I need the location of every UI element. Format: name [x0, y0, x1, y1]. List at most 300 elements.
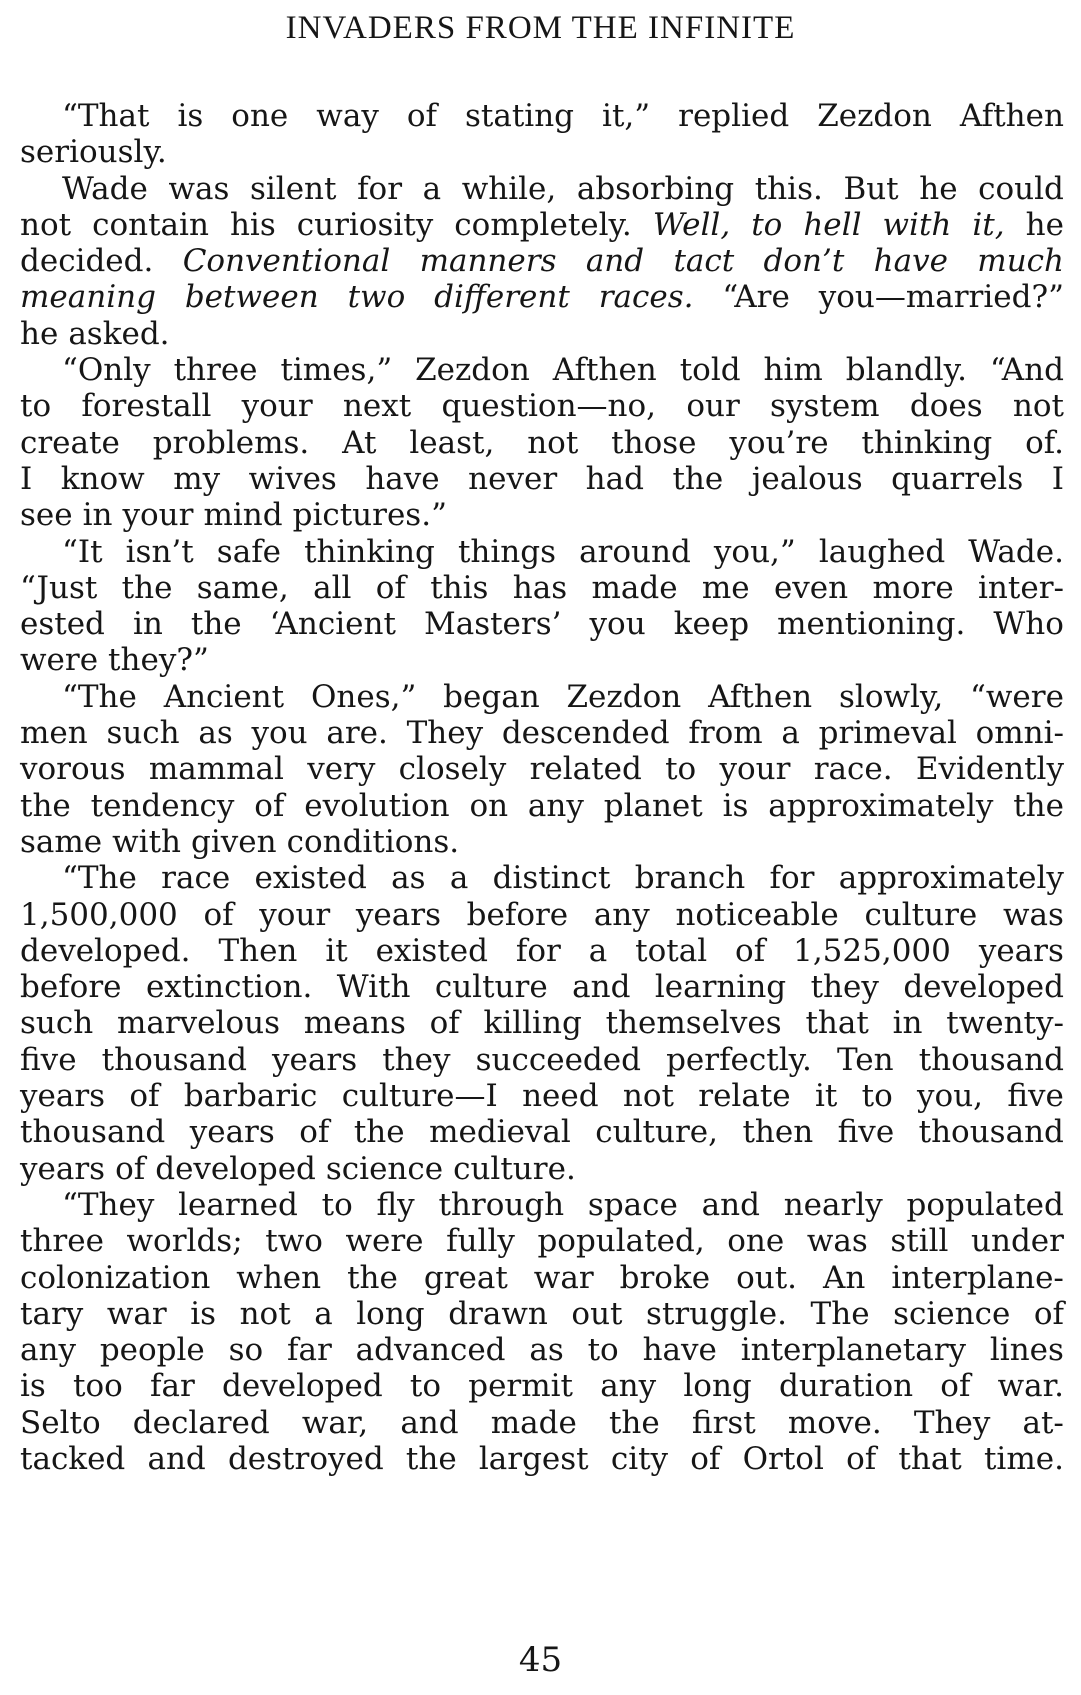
- word: were: [20, 642, 99, 679]
- word: years: [355, 896, 441, 933]
- word: to: [665, 751, 697, 788]
- word: that: [898, 1440, 962, 1477]
- word: completely.: [454, 206, 632, 243]
- word: was: [1002, 896, 1064, 933]
- word: existed: [254, 860, 367, 897]
- word: “The: [62, 860, 137, 897]
- text-line: [20, 788, 1064, 824]
- word: asked.: [68, 315, 170, 352]
- text-line: [20, 243, 1064, 279]
- word: related: [529, 751, 642, 788]
- word: the: [608, 1404, 660, 1441]
- italic-word: with: [882, 206, 952, 243]
- word: very: [307, 751, 376, 788]
- word: was: [168, 170, 230, 207]
- word: mammal: [148, 751, 284, 788]
- word: it: [814, 1078, 838, 1115]
- word: “Are: [722, 279, 790, 316]
- word: in: [132, 606, 163, 643]
- word: years: [20, 1150, 106, 1187]
- word: “And: [989, 352, 1064, 389]
- word: move.: [787, 1404, 882, 1441]
- word: need: [522, 1078, 599, 1115]
- word: duration: [778, 1368, 914, 1405]
- word: relate: [698, 1078, 791, 1115]
- word: not: [1012, 388, 1064, 425]
- word: Afthen: [959, 98, 1064, 134]
- word: barbaric: [183, 1078, 318, 1115]
- word: culture,: [595, 1114, 718, 1151]
- text-line: [20, 1223, 1064, 1259]
- word: from: [688, 715, 763, 752]
- word: before: [20, 969, 122, 1006]
- word: when: [236, 1259, 322, 1296]
- word: But: [843, 170, 899, 207]
- word: does: [909, 388, 983, 425]
- word: it,”: [602, 98, 651, 134]
- text-line: [20, 1332, 1064, 1368]
- word: is: [20, 1368, 46, 1405]
- word: war: [533, 1259, 594, 1296]
- word: approximately: [838, 860, 1064, 897]
- word: city: [610, 1440, 669, 1477]
- italic-word: manners: [419, 243, 557, 280]
- word: one: [727, 1223, 785, 1260]
- word: of: [406, 98, 437, 134]
- word: worlds;: [126, 1223, 243, 1260]
- word: still: [890, 1223, 949, 1260]
- running-head: INVADERS FROM THE INFINITE: [285, 10, 796, 46]
- word: you,”: [713, 533, 796, 570]
- word: of.: [1025, 424, 1064, 461]
- text-line: [20, 897, 1064, 933]
- word: far: [150, 1368, 195, 1405]
- word: next: [342, 388, 412, 425]
- word: “were: [970, 678, 1064, 715]
- word: way: [316, 98, 379, 134]
- word: the: [353, 1114, 405, 1151]
- text-line: [20, 1405, 1064, 1441]
- text-line: [20, 1114, 1064, 1150]
- word: approximately: [768, 787, 994, 824]
- word: tacked: [20, 1440, 126, 1477]
- word: your: [259, 896, 331, 933]
- word: war: [106, 1295, 167, 1332]
- word: great: [423, 1259, 508, 1296]
- word: system: [770, 388, 880, 425]
- word: far: [287, 1332, 332, 1369]
- word: ested: [20, 606, 105, 643]
- word: things: [457, 533, 557, 570]
- word: replied: [678, 98, 790, 134]
- word: to: [587, 1332, 619, 1369]
- text-line: [20, 134, 1064, 170]
- word: culture: [434, 969, 548, 1006]
- word: any: [600, 1368, 657, 1405]
- word: means: [303, 1005, 406, 1042]
- word: he: [919, 170, 958, 207]
- word: even: [773, 569, 849, 606]
- word: seriously.: [20, 134, 167, 171]
- word: question—no,: [441, 388, 657, 425]
- word: my: [173, 460, 221, 497]
- word: mind: [203, 497, 283, 534]
- word: to: [321, 1186, 353, 1223]
- word: twenty-: [946, 1005, 1064, 1042]
- text-line: [20, 1187, 1064, 1223]
- word: thousand: [101, 1041, 247, 1078]
- italic-word: different: [434, 279, 570, 316]
- word: Then: [218, 932, 298, 969]
- word: nearly: [783, 1186, 883, 1223]
- word: thinking: [861, 424, 993, 461]
- word: too: [73, 1368, 123, 1405]
- word: perfectly.: [666, 1041, 812, 1078]
- word: they: [382, 1041, 451, 1078]
- word: know: [60, 460, 145, 497]
- word: so: [228, 1332, 264, 1369]
- text-line: [20, 1042, 1064, 1078]
- word: interplane-: [891, 1259, 1064, 1296]
- word: blandly.: [845, 352, 967, 389]
- word: largest: [478, 1440, 589, 1477]
- word: distinct: [492, 860, 611, 897]
- word: developed: [903, 969, 1064, 1006]
- word: not: [527, 424, 579, 461]
- word: was: [806, 1223, 868, 1260]
- word: contain: [92, 206, 209, 243]
- word: same: [20, 823, 103, 860]
- word: colonization: [20, 1259, 211, 1296]
- word: time.: [983, 1440, 1064, 1477]
- word: such: [20, 1005, 94, 1042]
- word: stating: [465, 98, 575, 134]
- word: they?”: [108, 642, 209, 679]
- word: Zezdon: [566, 678, 682, 715]
- word: problems.: [152, 424, 310, 461]
- word: I: [1051, 460, 1064, 497]
- text-line: [20, 98, 1064, 134]
- word: to: [409, 1368, 442, 1405]
- word: Wade: [62, 170, 148, 207]
- word: and: [147, 1440, 206, 1477]
- word: five: [837, 1114, 895, 1151]
- word: you: [251, 715, 308, 752]
- word: Who: [993, 606, 1064, 643]
- word: war,: [301, 1404, 369, 1441]
- word: while,: [461, 170, 557, 207]
- word: interplanetary: [740, 1332, 967, 1369]
- word: Masters’: [423, 606, 562, 643]
- italic-word: tact: [673, 243, 735, 280]
- word: and: [572, 969, 631, 1006]
- word: succeeded: [475, 1041, 641, 1078]
- word: forestall: [81, 388, 212, 425]
- word: medieval: [429, 1114, 571, 1151]
- word: not: [239, 1295, 291, 1332]
- word: total: [635, 932, 708, 969]
- word: a: [449, 860, 469, 897]
- word: any: [527, 787, 584, 824]
- word: thousand: [918, 1114, 1064, 1151]
- word: Afthen: [708, 678, 813, 715]
- word: around: [579, 533, 691, 570]
- word: for: [769, 860, 815, 897]
- word: years: [272, 1041, 358, 1078]
- word: populated: [906, 1186, 1064, 1223]
- word: he: [1025, 206, 1064, 243]
- word: space: [587, 1186, 678, 1223]
- word: his: [229, 206, 276, 243]
- word: more: [872, 569, 954, 606]
- word: Selto: [20, 1404, 101, 1441]
- word: on: [469, 787, 509, 824]
- word: culture—I: [341, 1078, 498, 1115]
- word: under: [971, 1223, 1064, 1260]
- word: the: [190, 606, 242, 643]
- word: ‘Ancient: [269, 606, 396, 643]
- word: this.: [754, 170, 823, 207]
- word: three: [173, 352, 258, 389]
- word: existed: [375, 932, 488, 969]
- word: has: [512, 569, 568, 606]
- word: a: [588, 932, 608, 969]
- text-line: [20, 933, 1064, 969]
- word: through: [438, 1186, 565, 1223]
- word: for: [515, 932, 561, 969]
- word: a: [314, 1295, 333, 1332]
- text-line: [20, 497, 1064, 533]
- page-number: 45: [518, 1640, 563, 1680]
- word: all: [313, 569, 352, 606]
- word: they: [810, 969, 879, 1006]
- text-line: [20, 1296, 1064, 1332]
- text-line: [20, 425, 1064, 461]
- word: were: [345, 1223, 424, 1260]
- word: Ortol: [742, 1440, 824, 1477]
- text-line: [20, 824, 1064, 860]
- word: race.: [813, 751, 893, 788]
- word: “That: [62, 98, 150, 134]
- word: never: [468, 460, 558, 497]
- word: and: [400, 1404, 459, 1441]
- word: the: [672, 460, 724, 497]
- word: same,: [196, 569, 289, 606]
- word: learning: [654, 969, 787, 1006]
- italic-word: Conventional: [182, 243, 391, 280]
- word: not: [622, 1078, 674, 1115]
- word: race: [161, 860, 231, 897]
- word: of: [375, 569, 406, 606]
- word: mentioning.: [777, 606, 966, 643]
- word: me: [701, 569, 750, 606]
- word: of: [115, 1150, 146, 1187]
- text-line: [20, 207, 1064, 243]
- word: your: [719, 751, 791, 788]
- word: of: [846, 1440, 877, 1477]
- word: then: [742, 1114, 814, 1151]
- word: of: [254, 787, 285, 824]
- word: branch: [634, 860, 746, 897]
- word: years: [978, 932, 1064, 969]
- word: it: [325, 932, 348, 969]
- word: to: [20, 388, 52, 425]
- text-line: [20, 860, 1064, 896]
- text-line: [20, 1005, 1064, 1041]
- word: told: [679, 352, 741, 389]
- word: for: [357, 170, 403, 207]
- italic-word: and: [585, 243, 645, 280]
- word: people: [99, 1332, 205, 1369]
- text-line: [20, 715, 1064, 751]
- text-line: [20, 606, 1064, 642]
- word: Wade.: [968, 533, 1064, 570]
- word: is: [190, 1295, 217, 1332]
- text-line: [20, 279, 1064, 315]
- word: is: [722, 787, 749, 824]
- word: one: [231, 98, 289, 134]
- word: of: [940, 1368, 971, 1405]
- word: began: [443, 678, 540, 715]
- word: made: [591, 569, 678, 606]
- word: fly: [376, 1186, 415, 1223]
- word: you: [589, 606, 646, 643]
- word: At: [342, 424, 377, 461]
- word: science: [893, 1295, 1011, 1332]
- word: drawn: [448, 1295, 548, 1332]
- word: decided.: [20, 243, 154, 280]
- word: as: [529, 1332, 564, 1369]
- word: of: [429, 1005, 460, 1042]
- word: the: [121, 569, 173, 606]
- word: declared: [132, 1404, 270, 1441]
- word: your: [241, 388, 313, 425]
- word: war.: [997, 1368, 1064, 1405]
- word: made: [490, 1404, 577, 1441]
- word: learned: [178, 1186, 298, 1223]
- word: permit: [468, 1368, 573, 1405]
- word: inter-: [978, 569, 1064, 606]
- text-line: [20, 388, 1064, 424]
- text-line: [20, 642, 1064, 678]
- word: your: [122, 497, 194, 534]
- word: planet: [603, 787, 703, 824]
- word: with: [112, 823, 182, 860]
- word: as: [198, 715, 233, 752]
- word: see: [20, 497, 73, 534]
- italic-word: have: [873, 243, 948, 280]
- word: Evidently: [915, 751, 1064, 788]
- text-line: [20, 534, 1064, 570]
- word: you’re: [729, 424, 829, 461]
- word: broke: [619, 1259, 711, 1296]
- word: jealous: [751, 460, 863, 497]
- word: silent: [249, 170, 337, 207]
- word: Zezdon: [415, 352, 530, 389]
- word: five: [20, 1041, 77, 1078]
- word: laughed: [818, 533, 946, 570]
- word: conditions.: [286, 823, 460, 860]
- word: “Just: [20, 569, 98, 606]
- word: thousand: [918, 1041, 1064, 1078]
- word: Afthen: [552, 352, 657, 389]
- italic-word: hell: [803, 206, 862, 243]
- text-line: [20, 570, 1064, 606]
- word: him: [763, 352, 823, 389]
- word: of: [1033, 1295, 1064, 1332]
- word: wives: [248, 460, 337, 497]
- word: have: [642, 1332, 717, 1369]
- italic-word: it,: [972, 206, 1005, 243]
- word: evolution: [304, 787, 450, 824]
- word: years: [189, 1114, 275, 1151]
- word: absorbing: [576, 170, 735, 207]
- word: to: [861, 1078, 893, 1115]
- word: of: [690, 1440, 721, 1477]
- word: had: [585, 460, 644, 497]
- word: is: [177, 98, 204, 134]
- word: thinking: [304, 533, 435, 570]
- word: They: [913, 1404, 991, 1441]
- italic-word: to: [751, 206, 783, 243]
- word: Ones,”: [310, 678, 417, 715]
- word: extinction.: [145, 969, 313, 1006]
- text-line: [20, 1078, 1064, 1114]
- word: developed: [222, 1368, 383, 1405]
- word: themselves: [605, 1005, 782, 1042]
- word: keep: [673, 606, 750, 643]
- italic-word: races.: [598, 279, 694, 316]
- word: any: [593, 896, 650, 933]
- word: I: [20, 460, 33, 497]
- word: culture: [864, 896, 978, 933]
- word: least,: [409, 424, 495, 461]
- word: years: [20, 1078, 106, 1115]
- word: the: [405, 1440, 457, 1477]
- word: in: [892, 1005, 923, 1042]
- word: 1,500,000: [20, 896, 178, 933]
- word: destroyed: [227, 1440, 384, 1477]
- word: the: [20, 787, 71, 824]
- word: first: [691, 1404, 756, 1441]
- word: you—married?”: [818, 279, 1064, 316]
- word: science: [325, 1150, 444, 1187]
- word: lines: [989, 1332, 1064, 1369]
- word: struggle.: [646, 1295, 787, 1332]
- word: curiosity: [296, 206, 434, 243]
- word: “They: [62, 1186, 155, 1223]
- text-line: [20, 751, 1064, 787]
- word: of: [735, 932, 766, 969]
- word: An: [823, 1259, 866, 1296]
- word: tendency: [90, 787, 235, 824]
- word: of: [203, 896, 234, 933]
- text-line: [20, 461, 1064, 497]
- word: quarrels: [891, 460, 1024, 497]
- word: Ten: [836, 1041, 894, 1078]
- word: times,”: [280, 352, 393, 389]
- word: advanced: [355, 1332, 506, 1369]
- italic-word: don’t: [763, 243, 845, 280]
- word: given: [191, 823, 277, 860]
- word: tary: [20, 1295, 84, 1332]
- word: populated,: [537, 1223, 705, 1260]
- word: have: [365, 460, 440, 497]
- word: “It: [62, 533, 103, 570]
- italic-word: between: [184, 279, 319, 316]
- word: omni-: [975, 715, 1064, 752]
- word: closely: [398, 751, 507, 788]
